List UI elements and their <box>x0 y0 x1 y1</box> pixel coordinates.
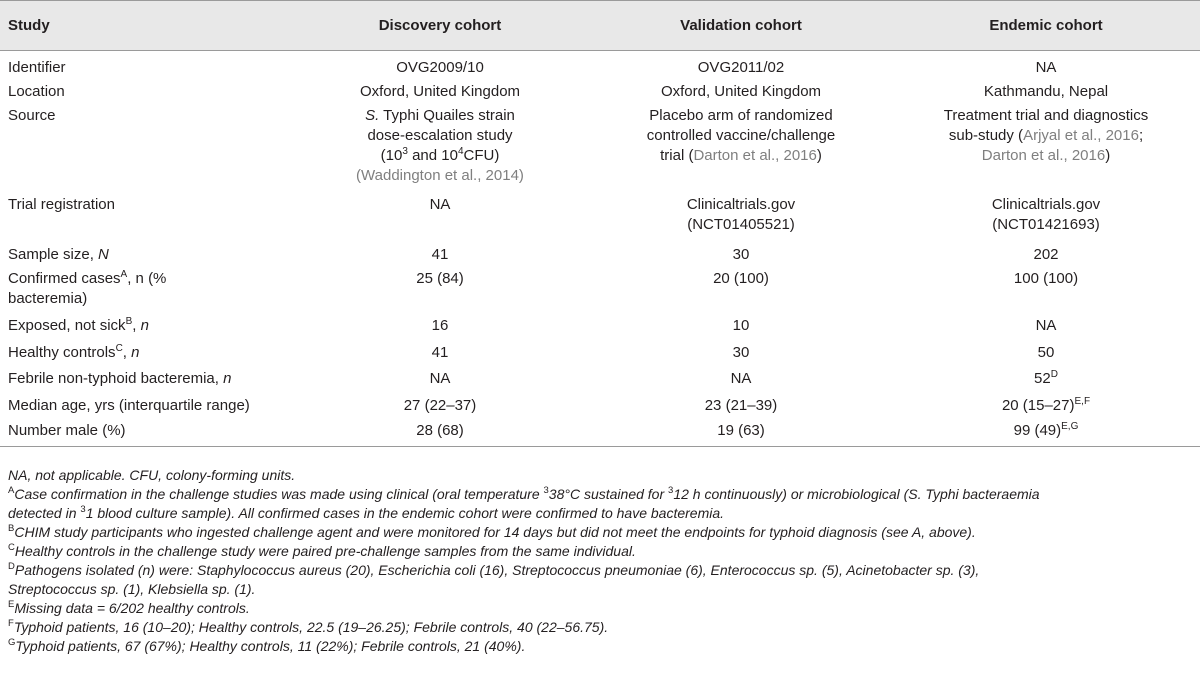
footnote-abbreviations: NA, not applicable. CFU, colony-forming units. <box>8 467 296 483</box>
table-body <box>0 51 1200 447</box>
source-text: ; <box>1138 127 1144 144</box>
label-text: Healthy controls <box>8 344 116 361</box>
row-label <box>0 337 290 364</box>
cell-value: 99 (49) <box>1013 422 1062 439</box>
registry-name: Clinicaltrials.gov <box>991 196 1101 213</box>
row-location <box>0 79 1200 103</box>
cell-discovery: 16 <box>431 317 449 334</box>
label-text: , <box>132 317 141 334</box>
footnote-e <box>8 599 1196 618</box>
cell-endemic <box>892 103 1200 192</box>
cell-endemic: NA <box>1035 59 1057 76</box>
cell-validation: 19 (63) <box>590 417 892 447</box>
source-text: sub-study ( <box>948 127 1024 144</box>
label-text: , <box>122 344 132 361</box>
source-text: ) <box>816 147 822 164</box>
source-text: and 10 <box>407 147 458 164</box>
cell-validation: Oxford, United Kingdom <box>660 83 822 100</box>
label-text: bacteremia) <box>8 290 88 307</box>
row-label <box>0 266 290 310</box>
source-text: dose-escalation study <box>367 127 513 144</box>
citation-link[interactable]: Arjyal et al., 2016 <box>1023 127 1139 144</box>
row-label <box>0 310 290 337</box>
cell-value: 52 <box>1034 370 1051 387</box>
label-text: Febrile non-typhoid bacteremia, <box>8 370 224 387</box>
cell-validation: OVG2011/02 <box>697 59 785 76</box>
row-healthy-controls <box>0 337 1200 364</box>
row-median-age <box>0 390 1200 417</box>
cell-endemic <box>892 417 1200 447</box>
row-exposed-not-sick <box>0 310 1200 337</box>
label-italic: n <box>223 370 232 387</box>
footnote-marker: A <box>8 485 15 496</box>
cell-discovery: 41 <box>431 246 449 263</box>
footnote-g <box>8 637 1196 656</box>
cell-endemic <box>892 364 1200 390</box>
cell-endemic <box>892 390 1200 417</box>
cell-validation <box>590 103 892 192</box>
footnote-text: Streptococcus sp. (1), Klebsiella sp. (1). <box>8 581 256 597</box>
superscript: 4 <box>457 146 464 157</box>
header-discovery-cohort: Discovery cohort <box>290 1 590 51</box>
superscript: 3 <box>543 485 549 496</box>
footnote-marker: E,G <box>1061 421 1079 432</box>
source-text: ) <box>1105 147 1111 164</box>
genus-abbrev: S. <box>365 107 380 124</box>
row-trial-registration <box>0 192 1200 242</box>
footnote-text: 12 h continuously) or microbiological (S. Typhi bacteraemia <box>673 486 1040 502</box>
cell-validation: 23 (21–39) <box>704 397 778 414</box>
header-endemic-cohort: Endemic cohort <box>892 1 1200 51</box>
label-text: , n (% <box>127 270 167 287</box>
row-label: Source <box>8 107 56 124</box>
row-identifier <box>0 51 1200 80</box>
footnote-text: Typhoid patients, 67 (67%); Healthy controls, 11 (22%); Febrile controls, 21 (40%). <box>15 638 526 654</box>
source-text: controlled vaccine/challenge <box>646 127 836 144</box>
label-italic: n <box>140 317 149 334</box>
footnote-b <box>8 523 1196 542</box>
cell-validation: NA <box>730 370 752 387</box>
label-text: Exposed, not sick <box>8 317 126 334</box>
footnote-text: 38°C sustained for <box>548 486 669 502</box>
cell-validation: 30 <box>732 344 750 361</box>
source-text: (10 <box>380 147 403 164</box>
cell-discovery: NA <box>429 370 451 387</box>
footnote-d <box>8 561 1196 599</box>
cell-discovery <box>290 103 590 192</box>
footnote-marker: B <box>125 316 133 327</box>
source-text: CFU) <box>463 147 500 164</box>
cell-discovery: Oxford, United Kingdom <box>359 83 521 100</box>
citation-link[interactable]: (Waddington et al., 2014) <box>356 167 524 184</box>
registry-id: (NCT01405521) <box>687 216 795 233</box>
cell-endemic: 50 <box>1037 344 1055 361</box>
label-italic: n <box>131 344 140 361</box>
row-label: Median age, yrs (interquartile range) <box>8 397 250 414</box>
footnote-a <box>8 485 1196 523</box>
row-label: Location <box>8 83 65 100</box>
footnote-marker: C <box>115 343 123 354</box>
row-number-male <box>0 417 1200 447</box>
row-confirmed-cases <box>0 266 1200 310</box>
superscript: 3 <box>80 504 86 515</box>
cell-value: 20 (15–27) <box>1001 397 1075 414</box>
cell-discovery: NA <box>429 196 451 213</box>
cell-validation: 30 <box>732 246 750 263</box>
cell-validation: 10 <box>732 317 750 334</box>
source-text: Typhi Quailes strain <box>379 107 515 124</box>
row-febrile-bacteremia <box>0 364 1200 390</box>
footnote-marker: C <box>8 542 15 553</box>
footnote-marker: D <box>8 561 15 572</box>
cell-validation: 20 (100) <box>713 270 769 287</box>
footnote-marker: A <box>120 269 128 280</box>
row-label: Trial registration <box>8 196 115 213</box>
footnote-marker: E <box>8 599 15 610</box>
footnote-text: Healthy controls in the challenge study were paired pre-challenge samples from the same individual. <box>14 543 636 559</box>
cell-discovery: 25 (84) <box>416 270 464 287</box>
header-study: Study <box>0 1 290 51</box>
footnote-marker: F <box>8 618 14 629</box>
registry-name: Clinicaltrials.gov <box>686 196 796 213</box>
cell-discovery: 41 <box>431 344 449 361</box>
header-row <box>0 1 1200 51</box>
row-label <box>0 242 290 266</box>
cell-discovery: 27 (22–37) <box>403 397 477 414</box>
footnote-f <box>8 618 1196 637</box>
citation-link[interactable]: Darton et al., 2016 <box>693 147 817 164</box>
row-label: Identifier <box>8 59 66 76</box>
footnote-marker: G <box>8 637 16 648</box>
source-text: Placebo arm of randomized <box>649 107 833 124</box>
footnote-text: CHIM study participants who ingested challenge agent and were monitored for 14 days but did not meet the endpoints for typhoid diagnosis (see A, above). <box>14 524 976 540</box>
row-label <box>0 364 290 390</box>
footnote-text: Typhoid patients, 16 (10–20); Healthy controls, 22.5 (19–26.25); Febrile controls, 40 (22–56.75). <box>13 619 609 635</box>
cell-discovery: 28 (68) <box>290 417 590 447</box>
cell-endemic: NA <box>1035 317 1057 334</box>
cell-endemic: Kathmandu, Nepal <box>983 83 1109 100</box>
footnote-marker: B <box>8 523 15 534</box>
table-header <box>0 1 1200 51</box>
row-label: Number male (%) <box>0 417 290 447</box>
header-validation-cohort: Validation cohort <box>590 1 892 51</box>
footnote-marker: E,F <box>1074 396 1091 407</box>
row-sample-size <box>0 242 1200 266</box>
label-text: Confirmed cases <box>8 270 121 287</box>
source-text: trial ( <box>660 147 694 164</box>
footnote-text: 1 blood culture sample). All confirmed cases in the endemic cohort were confirmed to have bacteremia. <box>85 505 725 521</box>
footnote-text: Pathogens isolated (n) were: Staphylococcus aureus (20), Escherichia coli (16), Streptococcus pneumoniae (6), Enterococcus sp. (5), Acinetobacter sp. (3), <box>14 562 980 578</box>
cell-endemic <box>892 192 1200 242</box>
citation-link[interactable]: Darton et al., 2016 <box>981 147 1106 164</box>
footnote-marker: D <box>1050 369 1058 380</box>
cell-discovery: OVG2009/10 <box>396 59 484 76</box>
registry-id: (NCT01421693) <box>992 216 1100 233</box>
footnote-text: Missing data = 6/202 healthy controls. <box>14 600 250 616</box>
footnote-text: Case confirmation in the challenge studies was made using clinical (oral temperature <box>14 486 544 502</box>
cell-endemic: 202 <box>1033 246 1059 263</box>
superscript: 3 <box>668 485 674 496</box>
footnote-text: detected in <box>8 505 81 521</box>
cell-validation <box>590 192 892 242</box>
table-footnotes <box>8 466 1196 656</box>
cell-endemic: 100 (100) <box>1013 270 1079 287</box>
footnote-c <box>8 542 1196 561</box>
label-text: Sample size, <box>8 246 99 263</box>
label-italic: N <box>98 246 109 263</box>
superscript: 3 <box>402 146 408 157</box>
row-source <box>0 103 1200 192</box>
source-text: Treatment trial and diagnostics <box>943 107 1149 124</box>
